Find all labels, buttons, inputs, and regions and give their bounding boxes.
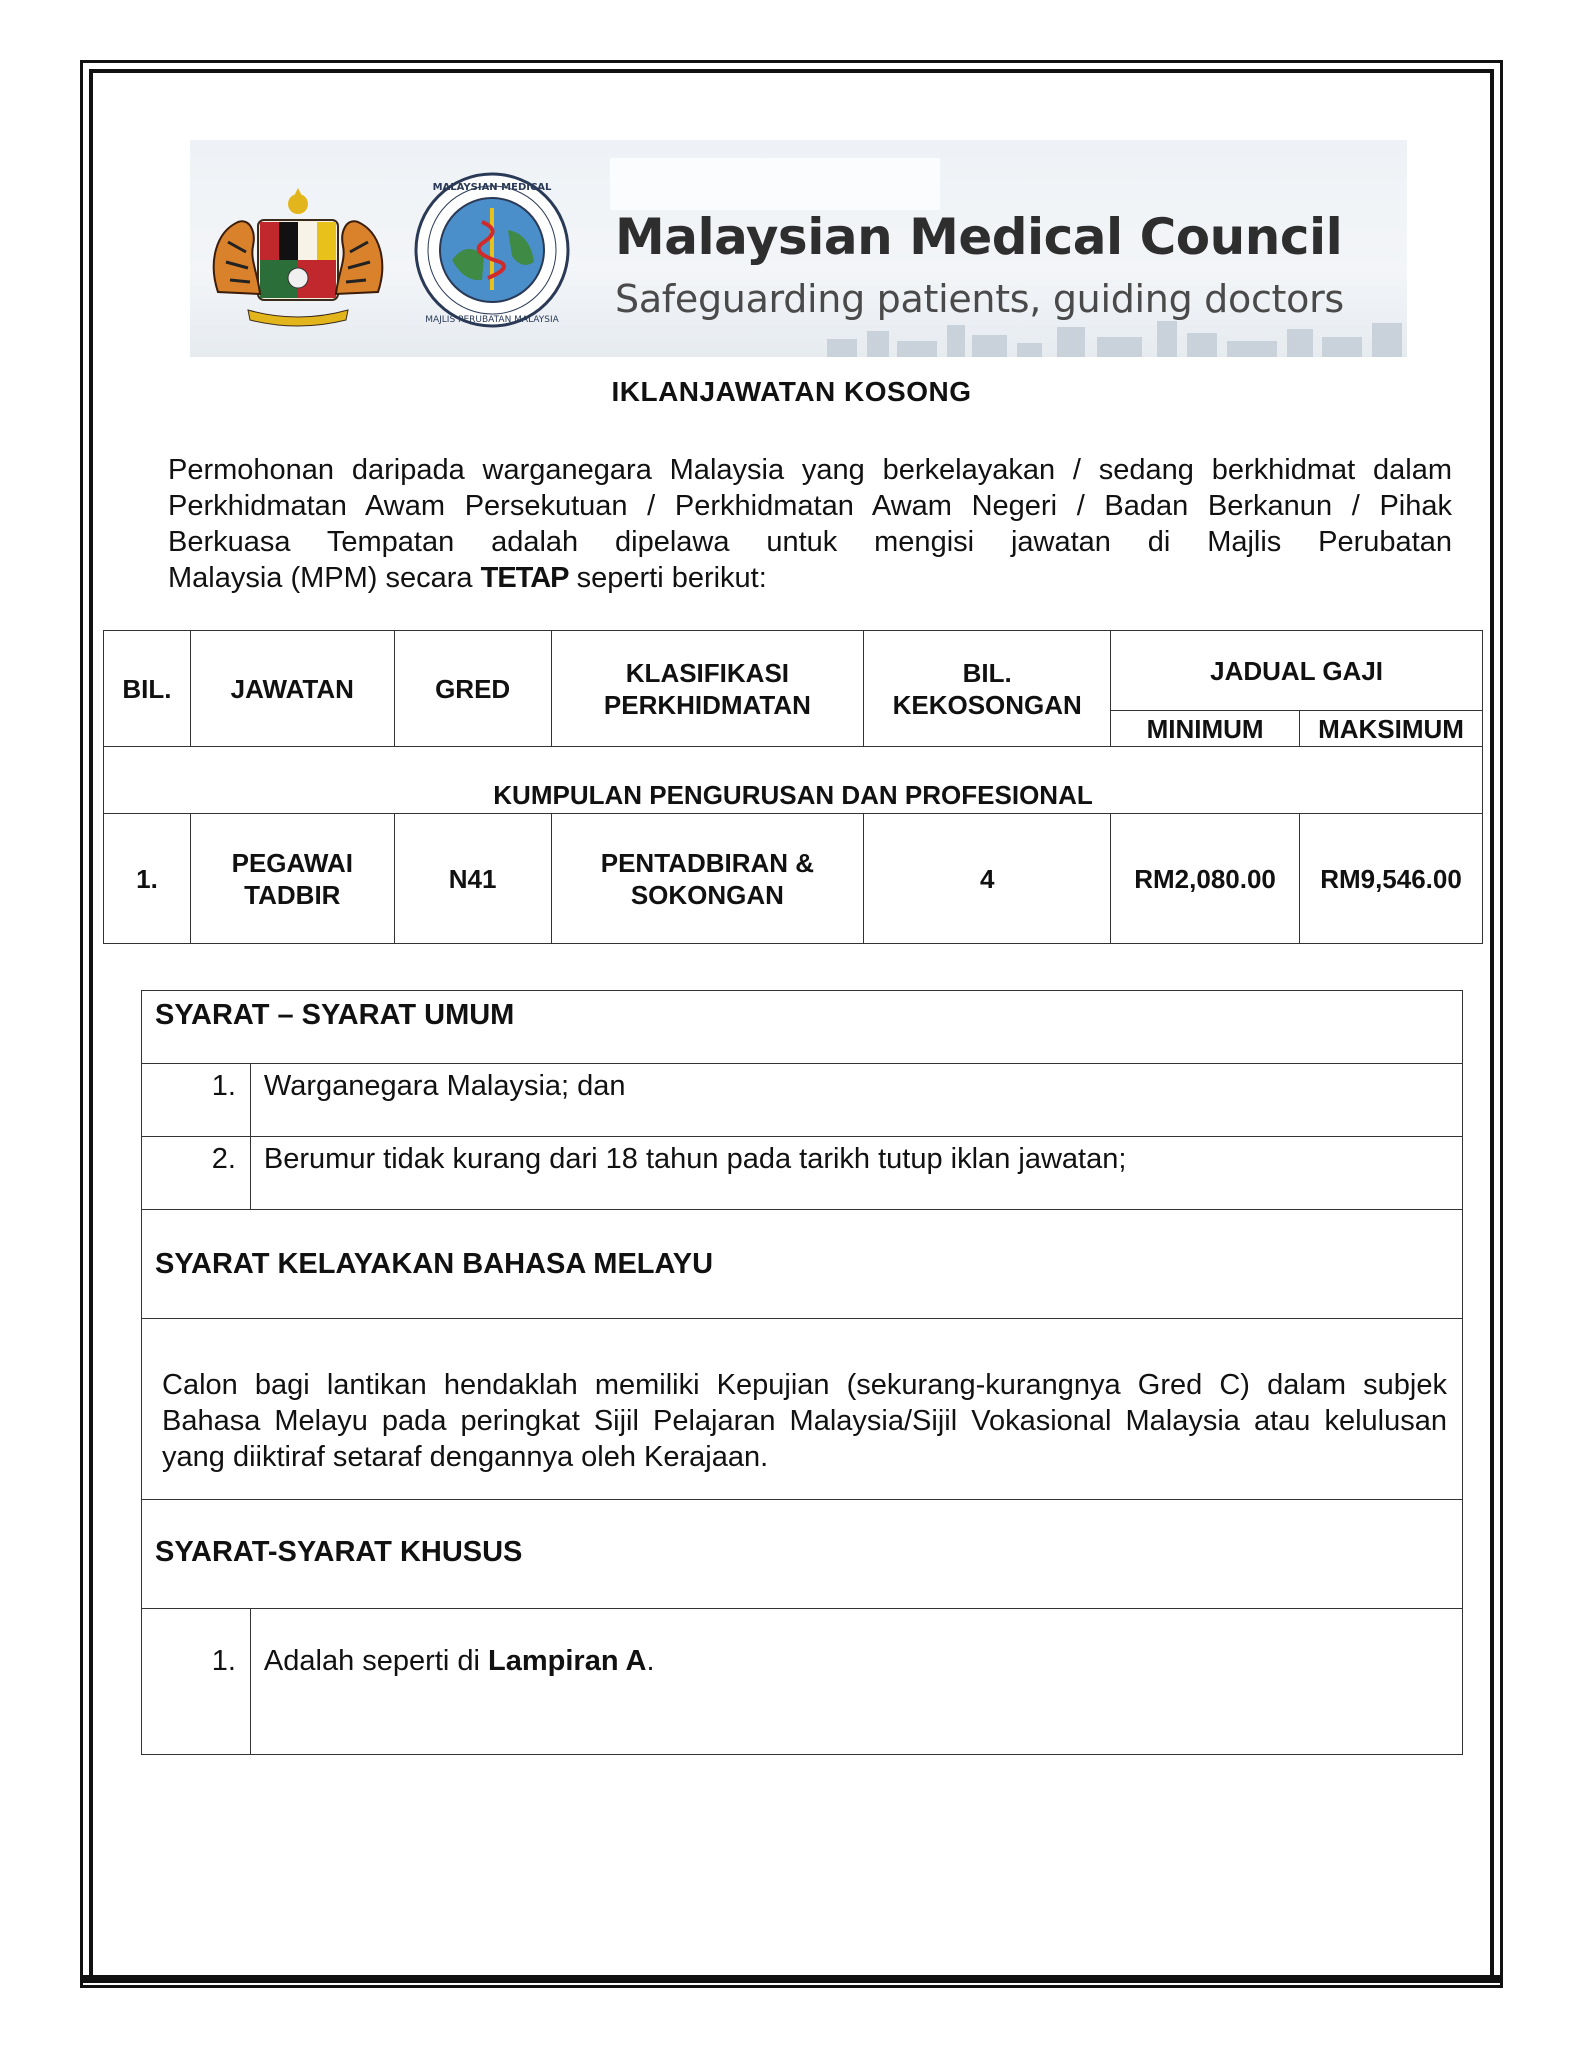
mmc-seal-logo [412, 170, 572, 330]
col-kekosongan: BIL. KEKOSONGAN [864, 631, 1111, 747]
intro-text: Permohonan daripada warganegara Malaysia yang berkelayakan / sedang berkhidmat dalam Perkhidmatan Awam Persekutuan / Perkhidmatan Awam Negeri / Badan Berkanun / Pihak Berkuasa Tempatan adalah dipelawa untuk mengisi jawatan di Majlis Perubatan [168, 454, 1452, 558]
bahasa-heading-row [142, 1210, 1463, 1319]
banner-blank-area [610, 158, 940, 210]
vacancy-table [103, 630, 1483, 944]
group-label: KUMPULAN PENGURUSAN DAN PROFESIONAL [104, 747, 1483, 814]
cell-jawatan: PEGAWAI TADBIR [190, 814, 394, 944]
list-item [142, 1064, 1463, 1137]
intro-emphasis: TETAP [480, 562, 569, 594]
bahasa-heading: SYARAT KELAYAKAN BAHASA MELAYU [142, 1210, 1463, 1319]
svg-text:MAJLIS PERUBATAN MALAYSIA: MAJLIS PERUBATAN MALAYSIA [425, 315, 559, 325]
malaysia-coat-of-arms-emblem [198, 182, 398, 332]
col-bil: BIL. [104, 631, 191, 747]
cell-klasifikasi: PENTADBIRAN & SOKONGAN [551, 814, 864, 944]
brand-title: Malaysian Medical Council [615, 208, 1343, 266]
cell-kekosongan: 4 [864, 814, 1111, 944]
requirements-table [141, 990, 1463, 1755]
intro-last-suffix: seperti berikut: [576, 562, 767, 594]
intro-last-prefix: Malaysia (MPM) secara [168, 562, 473, 594]
bahasa-text-row [142, 1319, 1463, 1500]
svg-text:MALAYSIAN MEDICAL: MALAYSIAN MEDICAL [432, 182, 552, 193]
cell-minimum: RM2,080.00 [1111, 814, 1300, 944]
cell-maksimum: RM9,546.00 [1300, 814, 1483, 944]
col-klasifikasi: KLASIFIKASI PERKHIDMATAN [551, 631, 864, 747]
document-title: IKLANJAWATAN KOSONG [611, 376, 972, 407]
cell-bil: 1. [104, 814, 191, 944]
city-skyline-image [807, 317, 1407, 357]
col-maksimum: MAKSIMUM [1300, 711, 1483, 747]
lampiran-reference: Lampiran A [488, 1645, 647, 1677]
item-text: Warganegara Malaysia; dan [250, 1064, 1462, 1137]
col-minimum: MINIMUM [1111, 711, 1300, 747]
intro-paragraph [168, 452, 1452, 596]
list-item [142, 1137, 1463, 1210]
item-number: 1. [142, 1609, 251, 1755]
item-number: 1. [142, 1064, 251, 1137]
umum-heading: SYARAT – SYARAT UMUM [142, 991, 1463, 1064]
khusus-heading-row [142, 1500, 1463, 1609]
intro-last-line [168, 560, 1452, 596]
cell-gred: N41 [394, 814, 551, 944]
item-text: Adalah seperti di Lampiran A. [250, 1609, 1462, 1755]
table-row [104, 814, 1483, 944]
col-jawatan: JAWATAN [190, 631, 394, 747]
col-jadual-gaji: JADUAL GAJI [1111, 631, 1483, 711]
page-border-bottom [80, 1975, 1503, 1983]
brand-tagline: Safeguarding patients, guiding doctors [615, 277, 1344, 321]
bahasa-text: Calon bagi lantikan hendaklah memiliki Kepujian (sekurang-kurangnya Gred C) dalam subjek Bahasa Melayu pada peringkat Sijil Pelajaran Malaysia/Sijil Vokasional Malaysia atau kelulusan yang diiktiraf setaraf dengannya oleh Kerajaan. [142, 1319, 1463, 1500]
item-number: 2. [142, 1137, 251, 1210]
umum-heading-row [142, 991, 1463, 1064]
khusus-heading: SYARAT-SYARAT KHUSUS [142, 1500, 1463, 1609]
col-gred: GRED [394, 631, 551, 747]
header-banner [190, 140, 1407, 357]
list-item [142, 1609, 1463, 1755]
table-header-row [104, 631, 1483, 711]
group-row [104, 747, 1483, 814]
item-text: Berumur tidak kurang dari 18 tahun pada tarikh tutup iklan jawatan; [250, 1137, 1462, 1210]
